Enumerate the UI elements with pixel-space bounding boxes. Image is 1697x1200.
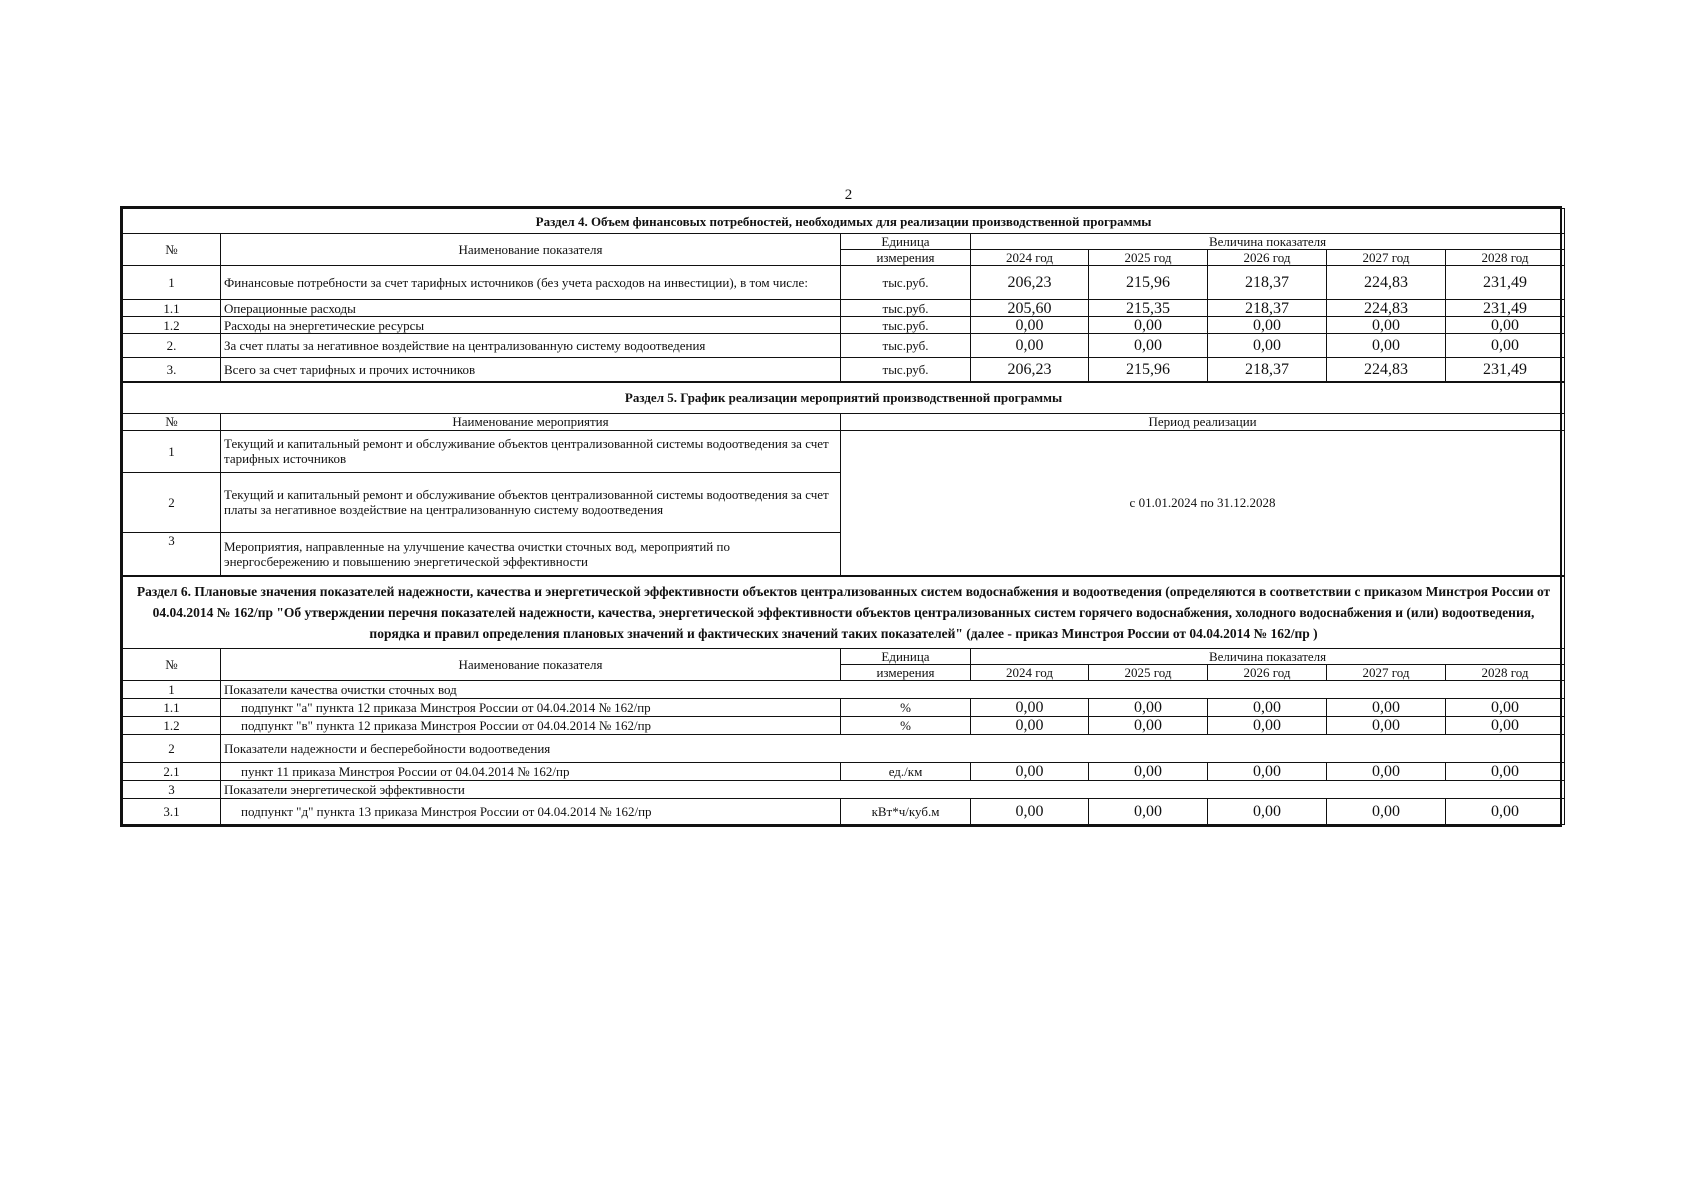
row-num: 1 [123,266,221,300]
row-num: 1.2 [123,717,221,735]
s6-header-unit-2: измерения [841,665,971,681]
row-value: 215,96 [1089,266,1208,300]
row-num: 1 [123,681,221,699]
s4-year: 2024 год [971,250,1089,266]
table-row [123,681,1565,699]
row-value: 0,00 [1327,799,1446,825]
s4-year: 2027 год [1327,250,1446,266]
row-name: подпункт "а" пункта 12 приказа Минстроя России от 04.04.2014 № 162/пр [221,699,841,717]
row-value: 0,00 [1446,717,1565,735]
row-value: 0,00 [1089,699,1208,717]
row-num: 2.1 [123,763,221,781]
row-name: Текущий и капитальный ремонт и обслуживание объектов централизованной системы водоотведения за счет платы за негативное воздействие на централизованную систему водоотведения [221,472,841,532]
row-unit: % [841,699,971,717]
table-row [123,300,1565,317]
row-num: 1 [123,430,221,472]
table-row [123,763,1565,781]
row-num: 3 [123,781,221,799]
row-unit: ед./км [841,763,971,781]
row-value: 218,37 [1208,358,1327,382]
row-unit: тыс.руб. [841,317,971,334]
row-value: 0,00 [1446,699,1565,717]
table-row [123,430,1565,472]
section4-title: Раздел 4. Объем финансовых потребностей, необходимых для реализации производственной программы [123,209,1565,234]
s5-header-num: № [123,413,221,430]
row-name: подпункт "в" пункта 12 приказа Минстроя России от 04.04.2014 № 162/пр [221,717,841,735]
s6-year: 2028 год [1446,665,1565,681]
row-unit: кВт*ч/куб.м [841,799,971,825]
row-value: 224,83 [1327,358,1446,382]
row-group-name: Показатели надежности и бесперебойности водоотведения [221,735,1565,763]
row-value: 0,00 [1208,799,1327,825]
table-row [123,317,1565,334]
s6-year: 2026 год [1208,665,1327,681]
row-unit: % [841,717,971,735]
row-value: 0,00 [1327,699,1446,717]
row-value: 231,49 [1446,358,1565,382]
report-table [122,208,1565,825]
row-value: 0,00 [971,799,1089,825]
row-value: 231,49 [1446,300,1565,317]
table-row [123,334,1565,358]
row-value: 0,00 [1446,799,1565,825]
s6-header-name: Наименование показателя [221,649,841,681]
row-value: 0,00 [1327,334,1446,358]
row-value: 215,96 [1089,358,1208,382]
row-num: 1.2 [123,317,221,334]
s4-year: 2026 год [1208,250,1327,266]
document-table [120,206,1562,827]
row-num: 1.1 [123,699,221,717]
row-name: Мероприятия, направленные на улучшение качества очистки сточных вод, мероприятий по энергосбережению и повышению энергетической эффективности [221,532,841,576]
table-row [123,717,1565,735]
row-value: 0,00 [1446,334,1565,358]
row-value: 218,37 [1208,266,1327,300]
row-value: 0,00 [971,763,1089,781]
s6-header-unit-1: Единица [841,649,971,665]
row-value: 0,00 [1208,717,1327,735]
row-value: 0,00 [1446,317,1565,334]
row-value: 231,49 [1446,266,1565,300]
row-group-name: Показатели качества очистки сточных вод [221,681,1565,699]
row-value: 0,00 [1089,334,1208,358]
row-unit: тыс.руб. [841,266,971,300]
row-value: 0,00 [1327,763,1446,781]
row-value: 224,83 [1327,266,1446,300]
s5-header-name: Наименование мероприятия [221,413,841,430]
row-num: 2 [123,735,221,763]
table-row [123,358,1565,382]
row-value: 0,00 [1089,763,1208,781]
row-value: 0,00 [971,317,1089,334]
row-value: 205,60 [971,300,1089,317]
row-name: подпункт "д" пункта 13 приказа Минстроя России от 04.04.2014 № 162/пр [221,799,841,825]
s5-period-value: с 01.01.2024 по 31.12.2028 [841,430,1565,576]
s6-header-value: Величина показателя [971,649,1565,665]
s6-year: 2024 год [971,665,1089,681]
row-name: За счет платы за негативное воздействие на централизованную систему водоотведения [221,334,841,358]
row-value: 0,00 [1089,799,1208,825]
s4-year: 2028 год [1446,250,1565,266]
s6-header-num: № [123,649,221,681]
section6-title: Раздел 6. Плановые значения показателей надежности, качества и энергетической эффективности объектов централизованных систем водоснабжения и водоотведения (определяются в соответствии с приказом Минстроя России от 04.04.2014 № 162/пр "Об утверждении перечня показателей надежности, качества, энергетической эффективности объектов централизованных систем горячего водоснабжения, холодного водоснабжения и (или) водоотведения, порядка и правил определения плановых значений и фактических значений таких показателей" (далее - приказ Минстроя России от 04.04.2014 № 162/пр ) [123,576,1565,649]
row-unit: тыс.руб. [841,300,971,317]
row-value: 0,00 [1208,317,1327,334]
row-value: 0,00 [971,699,1089,717]
s4-year: 2025 год [1089,250,1208,266]
row-unit: тыс.руб. [841,334,971,358]
row-num: 3.1 [123,799,221,825]
row-value: 218,37 [1208,300,1327,317]
s4-header-unit-1: Единица [841,234,971,250]
row-value: 0,00 [1327,717,1446,735]
row-group-name: Показатели энергетической эффективности [221,781,1565,799]
row-value: 0,00 [1208,334,1327,358]
row-name: Расходы на энергетические ресурсы [221,317,841,334]
row-value: 206,23 [971,358,1089,382]
s6-year: 2025 год [1089,665,1208,681]
table-row [123,266,1565,300]
s6-year: 2027 год [1327,665,1446,681]
row-num: 3 [123,532,221,576]
row-value: 0,00 [1089,317,1208,334]
row-name: Всего за счет тарифных и прочих источников [221,358,841,382]
row-name: пункт 11 приказа Минстроя России от 04.04.2014 № 162/пр [221,763,841,781]
table-row [123,799,1565,825]
row-num: 1.1 [123,300,221,317]
row-value: 215,35 [1089,300,1208,317]
row-name: Операционные расходы [221,300,841,317]
page-number: 2 [844,187,853,203]
row-value: 0,00 [1446,763,1565,781]
row-name: Текущий и капитальный ремонт и обслуживание объектов централизованной системы водоотведения за счет тарифных источников [221,430,841,472]
row-value: 0,00 [1208,699,1327,717]
s4-header-unit-2: измерения [841,250,971,266]
row-value: 0,00 [971,334,1089,358]
s5-header-period: Период реализации [841,413,1565,430]
s4-header-name: Наименование показателя [221,234,841,266]
row-value: 0,00 [1327,317,1446,334]
table-row [123,699,1565,717]
table-row [123,781,1565,799]
table-row [123,735,1565,763]
s4-header-value: Величина показателя [971,234,1565,250]
row-value: 0,00 [1208,763,1327,781]
row-value: 0,00 [1089,717,1208,735]
section5-title: Раздел 5. График реализации мероприятий производственной программы [123,382,1565,414]
s4-header-num: № [123,234,221,266]
row-num: 2 [123,472,221,532]
row-name: Финансовые потребности за счет тарифных источников (без учета расходов на инвестиции), в том числе: [221,266,841,300]
row-num: 2. [123,334,221,358]
row-num: 3. [123,358,221,382]
row-value: 224,83 [1327,300,1446,317]
row-unit: тыс.руб. [841,358,971,382]
row-value: 0,00 [971,717,1089,735]
row-value: 206,23 [971,266,1089,300]
